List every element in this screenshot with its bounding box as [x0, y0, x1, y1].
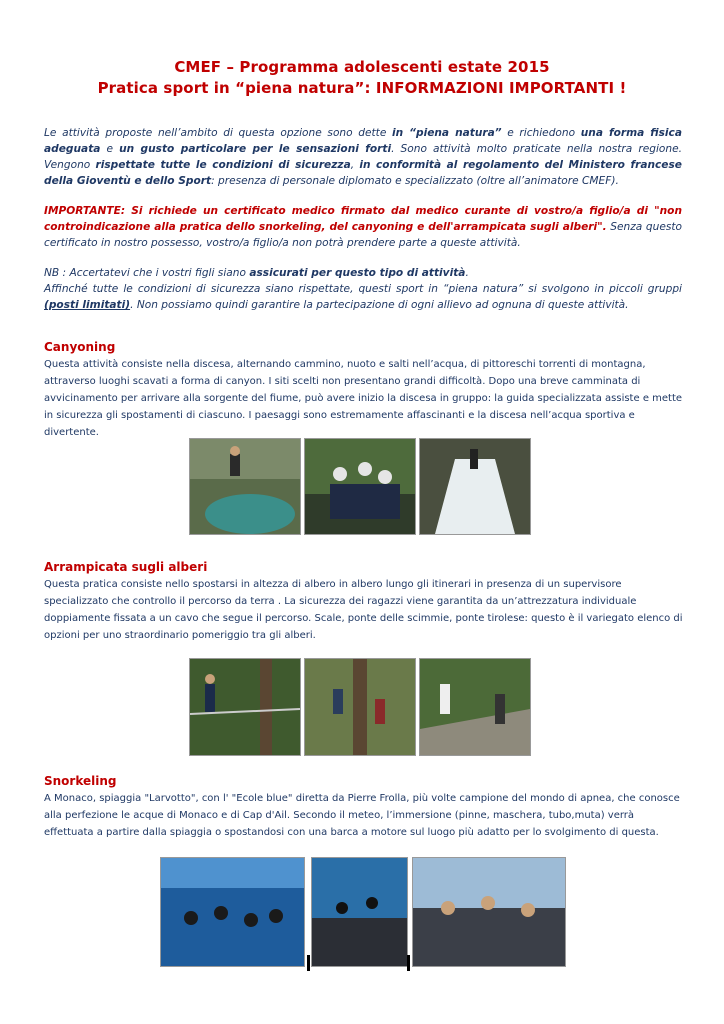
section-heading-arrampicata: Arrampicata sugli alberi	[44, 560, 208, 574]
page-subtitle: Pratica sport in “piena natura”: INFORMAZIONI IMPORTANTI !	[97, 79, 627, 97]
tree-climbing-photo-3	[419, 658, 531, 756]
divider-mark	[307, 955, 310, 971]
divider-mark	[407, 955, 410, 971]
snorkeling-photo-2	[311, 857, 408, 967]
section-text-snorkeling: A Monaco, spiaggia "Larvotto", con l' "Ecole blue" diretta da Pierre Frolla, più volte campione del mondo di apnea, che conosce alla perfezione le acque di Monaco e di Cap d'Ail. Secondo il meteo, l’immersione (pinne, maschera, tubo,muta) verrà effettuata a partire dalla spiaggia o spostandosi con una barca a motore sul luogo più adatto per lo svolgimento di questa.	[44, 793, 680, 838]
canyoning-photo-3	[419, 438, 531, 535]
snorkeling-photo-1	[160, 857, 305, 967]
tree-climbing-photo-2	[304, 658, 416, 756]
tree-climbing-photo-1	[189, 658, 301, 756]
important-paragraph: IMPORTANTE: Si richiede un certificato medico firmato dal medico curante di vostro/a figlio/a di "non controindicazione alla pratica dello snorkeling, del canyoning e dell'arrampicata sugli alberi". Senza questo certificato in nostro possesso, vostro/a figlio/a non potrà prendere parte a queste attività.	[44, 205, 682, 249]
intro-paragraph: Le attività proposte nell’ambito di questa opzione sono dette in “piena natura” e richiedono una forma fisica adeguata e un gusto particolare per le sensazioni forti. Sono attività molto praticate nella nostra regione. Vengono rispettate tutte le condizioni di sicurezza, in conformità al regolamento del Ministero francese della Gioventù e dello Sport: presenza di personale diplomato e specializzato (oltre all’animatore CMEF).	[44, 127, 682, 187]
canyoning-photo-2	[304, 438, 416, 535]
nb-paragraph: NB : Accertatevi che i vostri figli siano assicurati per questo tipo di attività. Affinché tutte le condizioni di sicurezza siano rispettate, questi sport in “piena natura” si svolgono in piccoli gruppi (posti limitati). Non possiamo quindi garantire la partecipazione di ogni allievo ad ognuna di queste attività.	[44, 267, 682, 311]
section-text-canyoning: Questa attività consiste nella discesa, alternando cammino, nuoto e salti nell’acqua, di pittoreschi torrenti di montagna, attraverso luoghi scavati a forma di canyon. I siti scelti non presentano grandi difficoltà. Dopo una breve camminata di avvicinamento per arrivare alla sorgente del fiume, può avere inizio la discesa in gruppo: la guida specializzata assiste e mette in sicurezza gli spostamenti di ciascuno. I paesaggi sono estremamente affascinanti e la discesa nell’acqua sportiva e divertente.	[44, 359, 683, 438]
snorkeling-photo-3	[412, 857, 566, 967]
section-heading-snorkeling: Snorkeling	[44, 774, 117, 788]
section-heading-canyoning: Canyoning	[44, 340, 116, 354]
section-text-arrampicata: Questa pratica consiste nello spostarsi in altezza di albero in albero lungo gli itinerari in presenza di un supervisore specializzato che controllo il percorso da terra . La sicurezza dei ragazzi viene garantita da un’attrezzatura individuale doppiamente fissata a un cavo che segue il percorso. Scale, ponte delle scimmie, ponte tirolese: questo è il variegato elenco di opzioni per uno straordinario pomeriggio tra gli alberi.	[44, 579, 683, 641]
canyoning-photo-1	[189, 438, 301, 535]
page-title: CMEF – Programma adolescenti estate 2015	[174, 58, 550, 76]
